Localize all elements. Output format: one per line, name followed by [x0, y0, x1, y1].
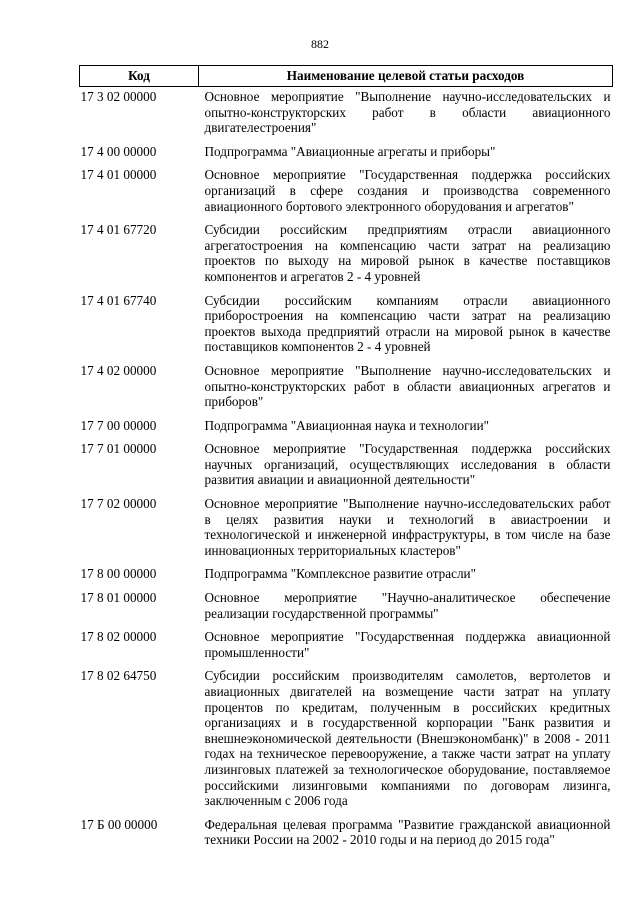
table-row	[80, 144, 613, 168]
row-name: Основное мероприятие "Выполнение научно-исследовательских работ в целях развития науки и технологий в авиастроении и технологической и инженерной инфраструктуры, в том числе на базе инновационных территориальных кластеров"	[204, 496, 611, 558]
row-code: 17 4 02 00000	[80, 362, 157, 378]
table-row	[80, 87, 613, 144]
row-code: 17 4 00 00000	[80, 143, 157, 159]
row-name: Субсидии российским компаниям отрасли авиационного приборостроения на компенсацию части затрат на реализацию проектов выхода предприятий отрасли на мировой рынок в качестве поставщиков компонентов 2 - 4 уровней	[204, 292, 611, 355]
row-code: 17 4 01 67740	[80, 292, 157, 308]
row-name: Основное мероприятие "Государственная поддержка авиационной промышленности"	[204, 629, 611, 660]
table-row	[80, 629, 613, 668]
row-code: 17 4 01 67720	[80, 222, 157, 238]
row-code: 17 8 02 64750	[80, 668, 157, 684]
row-code: 17 4 01 00000	[80, 167, 157, 183]
table-row	[80, 668, 613, 816]
table-row	[80, 222, 613, 292]
column-header-name: Наименование целевой статьи расходов	[199, 66, 613, 87]
row-name: Субсидии российским предприятиям отрасли авиационного агрегатостроения на компенсацию части затрат на реализацию проектов по выходу на мировой рынок в качестве поставщиков компонентов и агрегатов 2 - 4 уровней	[204, 222, 611, 284]
table-row	[80, 817, 613, 856]
row-code: 17 7 02 00000	[80, 496, 157, 512]
table-row	[80, 496, 613, 566]
row-code: 17 8 00 00000	[80, 566, 157, 582]
row-name: Федеральная целевая программа "Развитие гражданской авиационной техники России на 2002 - 2010 годы и на период до 2015 года"	[204, 816, 611, 848]
row-name: Основное мероприятие "Государственная поддержка российских организаций в сфере создания и производства современного авиационного бортового электронного оборудования и агрегатов"	[204, 167, 611, 214]
table-row	[80, 293, 613, 363]
row-name: Основное мероприятие "Научно-аналитическое обеспечение реализации государственной программы"	[204, 590, 611, 621]
row-code: 17 Б 00 00000	[80, 816, 158, 832]
row-code: 17 8 02 00000	[80, 629, 157, 645]
row-code: 17 7 01 00000	[80, 441, 157, 457]
table-row	[80, 363, 613, 418]
row-name: Подпрограмма "Авиационная наука и технологии"	[204, 417, 490, 433]
table-row	[80, 566, 613, 590]
table-row	[80, 590, 613, 629]
column-header-code: Код	[80, 66, 199, 87]
row-name: Основное мероприятие "Выполнение научно-исследовательских и опытно-конструкторских работ в области авиационных агрегатов и приборов"	[204, 362, 611, 410]
table-row	[80, 418, 613, 442]
row-code: 17 7 00 00000	[80, 417, 157, 433]
row-code: 17 3 02 00000	[80, 89, 157, 104]
row-code: 17 8 01 00000	[80, 590, 157, 606]
row-name: Подпрограмма "Комплексное развитие отрасли"	[204, 566, 476, 582]
table-row	[80, 441, 613, 496]
row-name: Подпрограмма "Авиационные агрегаты и приборы"	[204, 143, 496, 159]
target-items-table	[79, 65, 613, 856]
row-name: Субсидии российским производителям самолетов, вертолетов и авиационных двигателей на возмещение части затрат на уплату процентов по кредитам, полученным в российских кредитных организациях и в государственной корпорации "Банк развития и внешнеэкономической деятельности (Внешэкономбанк)" в 2008 - 2011 годах на техническое перевооружение, а также части затрат на уплату лизинговых платежей за технологическое оборудование, поставляемое российскими лизинговыми компаниями по договорам лизинга, заключенным с 2006 года	[204, 668, 611, 809]
table-row	[80, 167, 613, 222]
row-name: Основное мероприятие "Государственная поддержка российских научных организаций, осуществляющих исследования в области развития авиации и авиационной деятельности"	[204, 441, 611, 488]
row-name: Основное мероприятие "Выполнение научно-исследовательских и опытно-конструкторских работ в области авиационного двигателестроения"	[204, 89, 611, 136]
page-number: 882	[311, 37, 329, 51]
table-header-row	[80, 66, 613, 87]
